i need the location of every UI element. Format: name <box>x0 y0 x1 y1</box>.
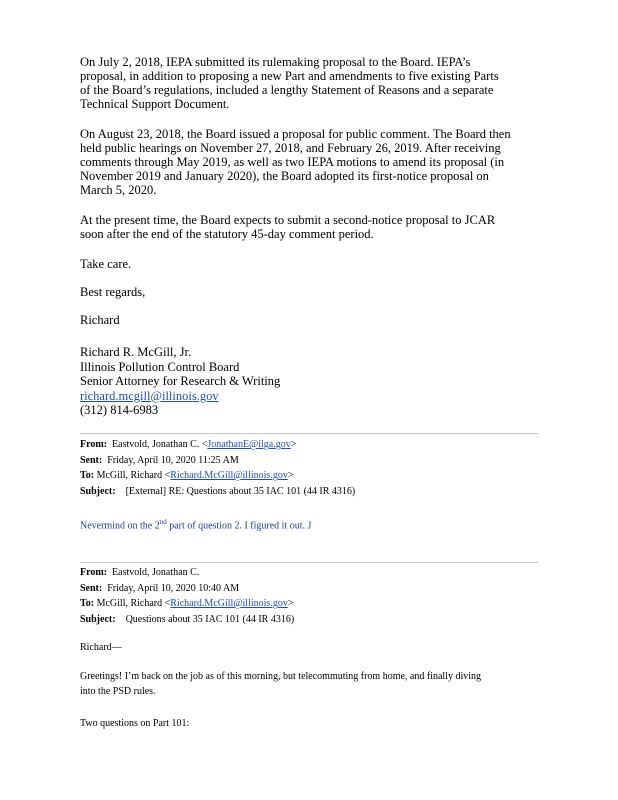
text-line: Technical Support Document. <box>80 97 230 111</box>
divider <box>80 562 538 563</box>
subject-row <box>80 612 294 628</box>
to-name: McGill, Richard < <box>96 598 171 609</box>
from-name: Eastvold, Jonathan C. <box>112 567 200 578</box>
email-body-2 <box>80 670 550 699</box>
subject-value: [External] RE: Questions about 35 IAC 101 (44 IR 4316) <box>125 485 356 497</box>
text-line: March 5, 2020. <box>80 183 157 197</box>
sent-label: Sent: <box>80 454 103 466</box>
text-line: comments through May 2019, as well as two IEPA motions to amend its proposal (in <box>80 155 505 169</box>
paragraph-second-notice <box>80 213 550 241</box>
body-line: Greetings! I’m back on the job as of this morning, but telecommuting from home, and finally diving <box>80 671 482 682</box>
body-text: Nevermind on the 2 <box>80 520 160 532</box>
to-name: McGill, Richard < <box>96 470 171 481</box>
from-label: From: <box>80 567 108 578</box>
to-close: > <box>287 598 294 609</box>
take-care: Take care. <box>80 257 132 271</box>
body-line: into the PSD rules. <box>80 685 156 697</box>
from-email-link[interactable]: JonathanE@ilga.gov <box>207 439 291 450</box>
from-name: Eastvold, Jonathan C. < <box>112 439 208 450</box>
email-header-1 <box>80 437 355 499</box>
sent-row <box>80 581 294 597</box>
closing-name: Richard <box>80 313 120 327</box>
paragraph-public-comment <box>80 127 550 197</box>
from-row <box>80 565 294 581</box>
sent-value: Friday, April 10, 2020 11:25 AM <box>107 454 239 466</box>
signature-name: Richard R. McGill, Jr. <box>80 345 192 359</box>
text-line: November 2019 and January 2020), the Board adopted its first-notice proposal on <box>80 169 489 183</box>
text-line: soon after the end of the statutory 45-day comment period. <box>80 227 374 241</box>
to-row <box>80 468 355 484</box>
signature-phone: (312) 814-6983 <box>80 403 159 417</box>
sent-label: Sent: <box>80 582 103 594</box>
signature-email-link[interactable]: richard.mcgill@illinois.gov <box>80 388 219 403</box>
subject-label: Subject: <box>80 485 116 497</box>
sent-row <box>80 453 355 469</box>
text-line: On July 2, 2018, IEPA submitted its rulemaking proposal to the Board. IEPA’s <box>80 55 471 69</box>
body-text-rest: part of question 2. I figured it out. J <box>166 520 312 532</box>
email-body-1 <box>80 515 550 534</box>
text-line: held public hearings on November 27, 2018, and February 26, 2019. After receiving <box>80 141 501 155</box>
body-superscript: nd <box>159 518 167 526</box>
divider <box>80 433 538 434</box>
subject-label: Subject: <box>80 613 116 625</box>
text-line: of the Board’s regulations, included a lengthy Statement of Reasons and a separate <box>80 83 494 97</box>
signature-org: Illinois Pollution Control Board <box>80 359 240 374</box>
signature-title: Senior Attorney for Research & Writing <box>80 374 281 388</box>
two-questions: Two questions on Part 101: <box>80 718 190 729</box>
subject-row <box>80 484 355 500</box>
best-regards: Best regards, <box>80 285 146 299</box>
from-row <box>80 437 355 453</box>
to-label: To: <box>80 598 95 609</box>
text-line: At the present time, the Board expects to submit a second-notice proposal to JCAR <box>80 213 496 227</box>
text-line: On August 23, 2018, the Board issued a proposal for public comment. The Board then <box>80 127 511 141</box>
subject-value: Questions about 35 IAC 101 (44 IR 4316) <box>125 613 295 625</box>
to-close: > <box>287 470 294 481</box>
from-label: From: <box>80 439 108 450</box>
text-line: proposal, in addition to proposing a new Part and amendments to five existing Parts <box>80 69 499 83</box>
to-label: To: <box>80 470 95 481</box>
to-email-link[interactable]: Richard.McGill@illinois.gov <box>170 598 288 609</box>
sent-value: Friday, April 10, 2020 10:40 AM <box>107 582 240 594</box>
paragraph-proposal-submitted <box>80 55 550 111</box>
to-row <box>80 596 294 612</box>
email-header-2 <box>80 565 294 627</box>
from-close: > <box>290 439 297 450</box>
greeting: Richard— <box>80 642 122 653</box>
to-email-link[interactable]: Richard.McGill@illinois.gov <box>170 470 288 481</box>
email-signature <box>80 345 280 418</box>
